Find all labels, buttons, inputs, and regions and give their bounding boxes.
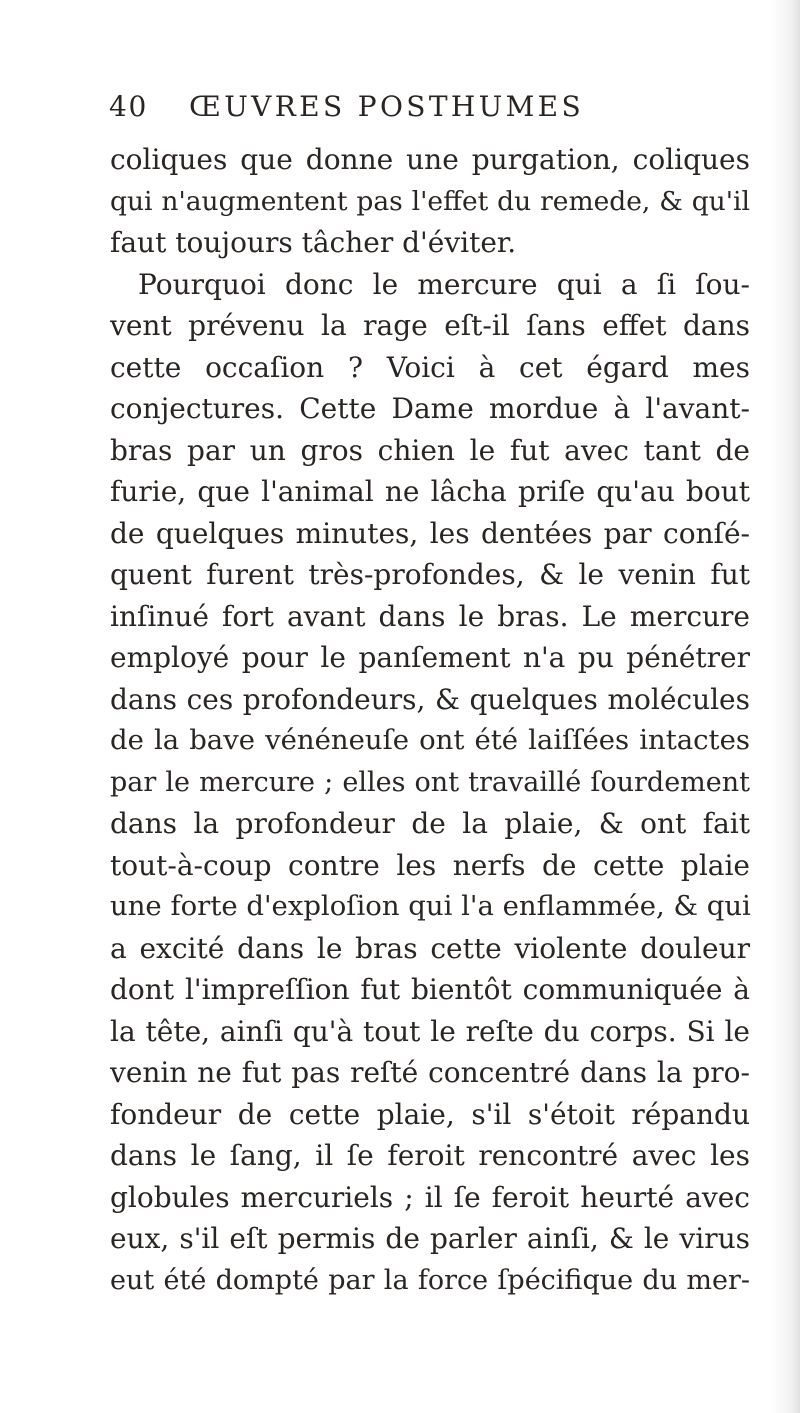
page-number: 40 <box>109 90 148 123</box>
text-line: inſinué fort avant dans le bras. Le mercure <box>110 599 750 633</box>
text-line: dans ces profondeurs, & quelques molécules <box>110 682 750 716</box>
text-line: conjectures. Cette Dame mordue à l'avant- <box>110 392 750 425</box>
running-head <box>109 90 749 130</box>
text-line: fondeur de cette plaie, s'il s'étoit répandu <box>110 1097 750 1131</box>
text-line: furie, que l'animal ne lâcha priſe qu'au bout <box>110 475 750 508</box>
text-line: globules mercuriels ; il ſe feroit heurté avec <box>110 1180 750 1214</box>
text-line: une forte d'exploſion qui l'a enflammée, & qui <box>110 890 751 922</box>
text-line: eux, s'il eſt permis de parler ainſi, & le virus <box>110 1222 750 1255</box>
text-line: la tête, ainſi qu'à tout le reſte du corps. Si le <box>110 1014 750 1048</box>
text-line: employé pour le panſement n'a pu pénétrer <box>110 641 750 674</box>
text-line: coliques que donne une purgation, coliques <box>110 143 750 176</box>
running-title: ŒUVRES POSTHUMES <box>189 90 584 123</box>
text-line: de la bave vénéneuſe ont été laiſſées intactes <box>110 724 750 756</box>
text-line: vent prévenu la rage eſt-il ſans effet dans <box>110 309 750 342</box>
text-line: Pourquoi donc le mercure qui a ſi ſou- <box>138 267 750 301</box>
text-line: dont l'impreſſion fut bientôt communiquée à <box>110 973 750 1006</box>
text-line: de quelques minutes, les dentées par conſé- <box>110 516 750 550</box>
text-line: quent furent très-profondes, & le venin fut <box>110 558 750 591</box>
text-line: eut été dompté par la force ſpécifique du mer- <box>110 1264 750 1296</box>
text-line: venin ne fut pas reſté concentré dans la pro- <box>110 1056 750 1089</box>
text-line: dans le ſang, il ſe feroit rencontré avec les <box>110 1139 750 1172</box>
text-line: faut toujours tâcher d'éviter. <box>110 226 517 259</box>
text-line: a excité dans le bras cette violente douleur <box>110 931 750 965</box>
text-line: dans la profondeur de la plaie, & ont fait <box>110 807 750 840</box>
text-line: par le mercure ; elles ont travaillé ſourdement <box>110 766 750 798</box>
text-line: cette occaſion ? Voici à cet égard mes <box>110 350 750 384</box>
body-text <box>110 139 750 1301</box>
page-edge-shadow <box>770 0 800 1413</box>
text-line: qui n'augmentent pas l'effet du remede, & qu'il <box>110 185 750 217</box>
text-line: bras par un gros chien le fut avec tant de <box>110 433 750 467</box>
text-line: tout-à-coup contre les nerfs de cette plaie <box>110 848 750 882</box>
